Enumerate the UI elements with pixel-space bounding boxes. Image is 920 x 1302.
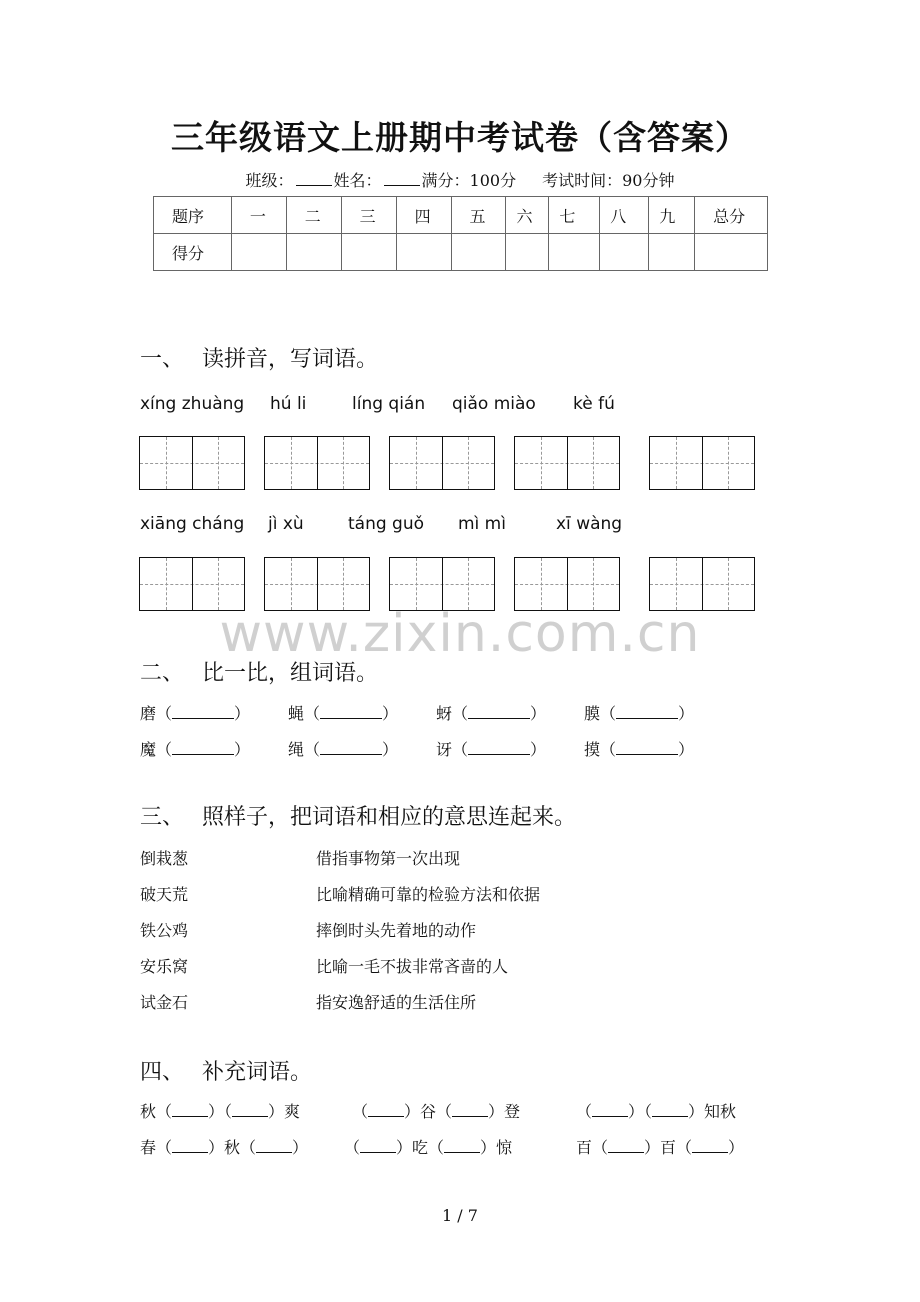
score-header-row xyxy=(154,197,768,234)
answer-blank[interactable] xyxy=(172,742,234,755)
compare-item: 磨（ ） xyxy=(140,704,251,723)
header-cell: 五 xyxy=(451,197,506,234)
idiom-blank[interactable] xyxy=(368,1104,404,1117)
header-cell: 题序 xyxy=(154,197,232,234)
match-right-item[interactable]: 摔倒时头先着地的动作 xyxy=(316,921,477,940)
idiom-blank[interactable] xyxy=(172,1140,208,1153)
answer-blank[interactable] xyxy=(320,706,382,719)
match-right-item[interactable]: 指安逸舒适的生活住所 xyxy=(316,993,477,1012)
fill-idiom: 春（ ）秋（ ） xyxy=(140,1138,309,1157)
page-number: 1 / 7 xyxy=(442,1206,478,1225)
writing-grid[interactable] xyxy=(264,436,370,490)
score-cell[interactable] xyxy=(506,234,549,271)
header-cell: 八 xyxy=(600,197,649,234)
match-left-item[interactable]: 安乐窝 xyxy=(140,957,189,976)
fill-idiom: （ ）（ ）知秋 xyxy=(576,1102,737,1121)
writing-grid[interactable] xyxy=(389,557,495,611)
page-title: 三年级语文上册期中考试卷（含答案） xyxy=(171,118,749,157)
compare-item: 蝇（ ） xyxy=(288,704,399,723)
match-left-item[interactable]: 铁公鸡 xyxy=(140,921,189,940)
answer-blank[interactable] xyxy=(320,742,382,755)
idiom-blank[interactable] xyxy=(592,1104,628,1117)
answer-blank[interactable] xyxy=(616,742,678,755)
compare-item: 魔（ ） xyxy=(140,740,251,759)
class-blank xyxy=(296,171,332,186)
compare-item: 蚜（ ） xyxy=(436,704,547,723)
pinyin: jì xù xyxy=(268,514,304,534)
watermark: www.zixin.com.cn xyxy=(219,604,701,664)
pinyin: hú li xyxy=(270,394,307,414)
score-cell[interactable] xyxy=(286,234,341,271)
class-label: 班级： xyxy=(245,171,294,190)
writing-grid[interactable] xyxy=(139,557,245,611)
score-cell[interactable] xyxy=(231,234,286,271)
answer-blank[interactable] xyxy=(468,706,530,719)
score-table xyxy=(153,196,768,271)
score-row xyxy=(154,234,768,271)
idiom-blank[interactable] xyxy=(232,1104,268,1117)
answer-blank[interactable] xyxy=(172,706,234,719)
writing-grid[interactable] xyxy=(139,436,245,490)
fill-idiom: 秋（ ）（ ）爽 xyxy=(140,1102,301,1121)
pinyin: líng qián xyxy=(352,394,426,414)
name-blank xyxy=(384,171,420,186)
header-cell: 七 xyxy=(549,197,600,234)
score-row-label: 得分 xyxy=(154,234,232,271)
pinyin: kè fú xyxy=(573,394,615,414)
pinyin: xíng zhuàng xyxy=(140,394,245,414)
idiom-blank[interactable] xyxy=(692,1140,728,1153)
compare-item: 讶（ ） xyxy=(436,740,547,759)
full-score: 满分：100分 xyxy=(421,171,517,190)
score-cell[interactable] xyxy=(451,234,506,271)
writing-grid[interactable] xyxy=(514,557,620,611)
score-cell[interactable] xyxy=(549,234,600,271)
section-1-heading: 一、 读拼音，写词语。 xyxy=(140,347,379,372)
idiom-blank[interactable] xyxy=(452,1104,488,1117)
compare-item: 膜（ ） xyxy=(584,704,695,723)
writing-grid[interactable] xyxy=(264,557,370,611)
answer-blank[interactable] xyxy=(616,706,678,719)
pinyin: táng guǒ xyxy=(348,514,425,534)
pinyin: qiǎo miào xyxy=(452,394,536,414)
score-cell[interactable] xyxy=(649,234,695,271)
pinyin: xī wàng xyxy=(556,514,623,534)
writing-grid[interactable] xyxy=(514,436,620,490)
exam-time: 考试时间：90分钟 xyxy=(542,171,675,190)
writing-grid[interactable] xyxy=(649,436,755,490)
pinyin: mì mì xyxy=(458,514,506,534)
match-left-item[interactable]: 倒栽葱 xyxy=(140,849,189,868)
header-cell: 三 xyxy=(341,197,396,234)
header-cell: 九 xyxy=(649,197,695,234)
idiom-blank[interactable] xyxy=(172,1104,208,1117)
header-cell: 总分 xyxy=(695,197,768,234)
idiom-blank[interactable] xyxy=(444,1140,480,1153)
score-cell[interactable] xyxy=(396,234,451,271)
match-left-item[interactable]: 试金石 xyxy=(140,993,189,1012)
match-right-item[interactable]: 比喻精确可靠的检验方法和依据 xyxy=(316,885,541,904)
compare-item: 绳（ ） xyxy=(288,740,399,759)
idiom-blank[interactable] xyxy=(360,1140,396,1153)
fill-idiom: （ ）吃（ ）惊 xyxy=(344,1138,513,1157)
header-cell: 一 xyxy=(231,197,286,234)
section-4-heading: 四、 补充词语。 xyxy=(140,1060,313,1085)
header-cell: 四 xyxy=(396,197,451,234)
answer-blank[interactable] xyxy=(468,742,530,755)
score-cell[interactable] xyxy=(695,234,768,271)
match-right-item[interactable]: 比喻一毛不拔非常吝啬的人 xyxy=(316,957,509,976)
match-left-item[interactable]: 破天荒 xyxy=(140,885,189,904)
fill-idiom: （ ）谷（ ）登 xyxy=(352,1102,521,1121)
exam-info xyxy=(0,168,920,191)
match-right-item[interactable]: 借指事物第一次出现 xyxy=(316,849,461,868)
writing-grid[interactable] xyxy=(649,557,755,611)
section-3-heading: 三、 照样子，把词语和相应的意思连起来。 xyxy=(140,805,577,830)
idiom-blank[interactable] xyxy=(608,1140,644,1153)
fill-idiom: 百（ ）百（ ） xyxy=(576,1138,745,1157)
name-label: 姓名： xyxy=(333,171,382,190)
pinyin: xiāng cháng xyxy=(140,514,245,534)
score-cell[interactable] xyxy=(600,234,649,271)
compare-item: 摸（ ） xyxy=(584,740,695,759)
writing-grid[interactable] xyxy=(389,436,495,490)
header-cell: 二 xyxy=(286,197,341,234)
idiom-blank[interactable] xyxy=(652,1104,688,1117)
section-2-heading: 二、 比一比，组词语。 xyxy=(140,661,379,686)
header-cell: 六 xyxy=(506,197,549,234)
score-cell[interactable] xyxy=(341,234,396,271)
idiom-blank[interactable] xyxy=(256,1140,292,1153)
